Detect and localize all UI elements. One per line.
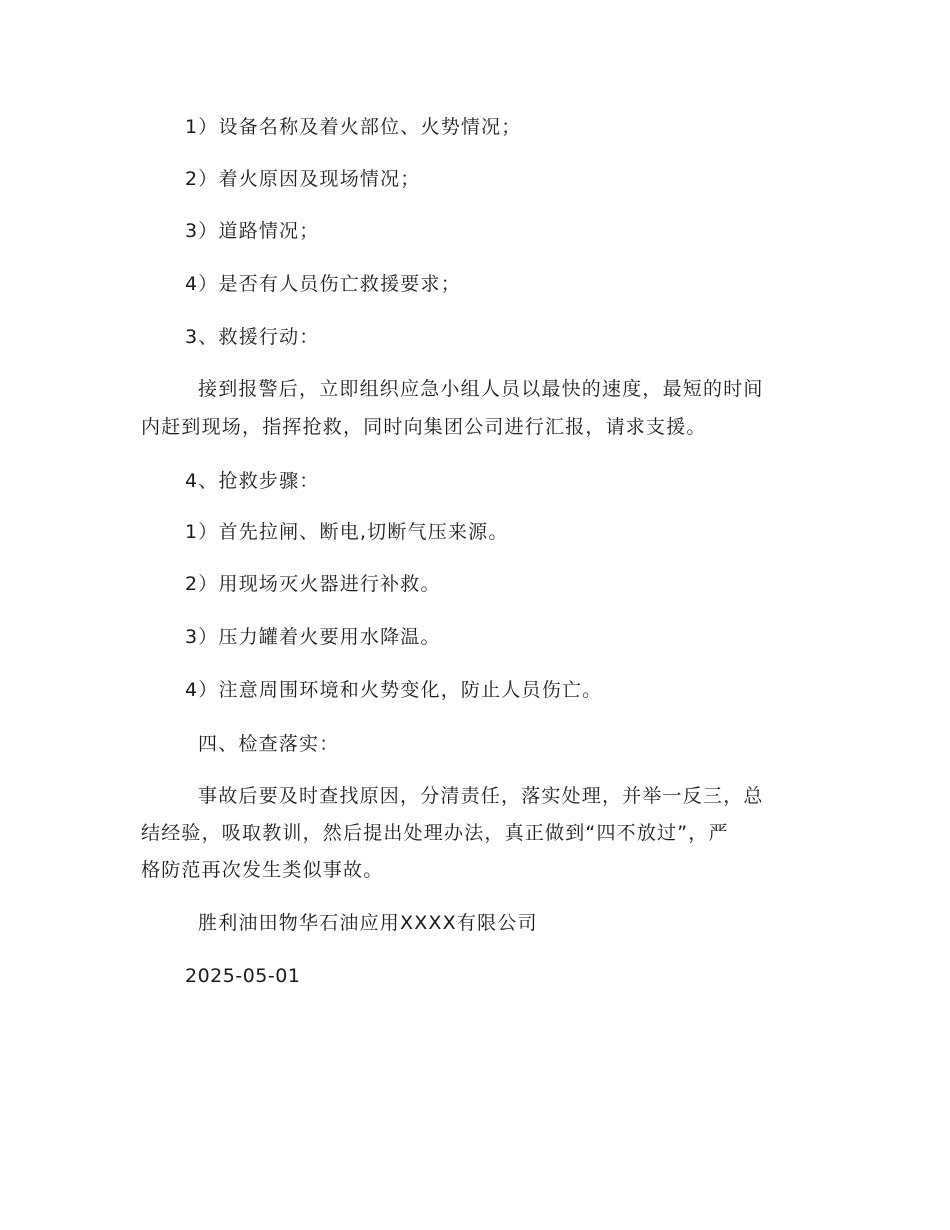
paragraph-line: 接到报警后，立即组织应急小组人员以最快的速度，最短的时间 xyxy=(198,378,764,400)
list-item-step-1: 1）首先拉闸、断电,切断气压来源。 xyxy=(185,521,509,543)
list-item-step-2: 2）用现场灭火器进行补救。 xyxy=(185,573,441,595)
list-item-road: 3）道路情况； xyxy=(185,220,320,242)
section-heading-rescue-action: 3、救援行动： xyxy=(185,326,320,348)
list-item-equipment: 1）设备名称及着火部位、火势情况； xyxy=(185,116,522,138)
paragraph-line: 事故后要及时查找原因，分清责任，落实处理，并举一反三，总 xyxy=(198,785,764,807)
paragraph-line: 结经验，吸取教训，然后提出处理办法，真正做到“四不放过”，严 xyxy=(141,822,729,844)
list-item-step-4: 4）注意周围环境和火势变化，防止人员伤亡。 xyxy=(185,679,603,701)
document-date: 2025-05-01 xyxy=(185,965,301,987)
paragraph-line: 内赶到现场，指挥抢救，同时向集团公司进行汇报，请求支援。 xyxy=(141,416,707,438)
section-heading-rescue-steps: 4、抢救步骤： xyxy=(185,470,320,492)
list-item-fire-cause: 2）着火原因及现场情况； xyxy=(185,168,421,190)
list-item-step-3: 3）压力罐着火要用水降温。 xyxy=(185,626,441,648)
paragraph-line: 格防范再次发生类似事故。 xyxy=(141,859,384,881)
section-heading-inspection: 四、检查落实： xyxy=(198,733,340,755)
company-signature: 胜利油田物华石油应用XXXX有限公司 xyxy=(198,912,538,934)
list-item-casualties: 4）是否有人员伤亡救援要求； xyxy=(185,273,461,295)
